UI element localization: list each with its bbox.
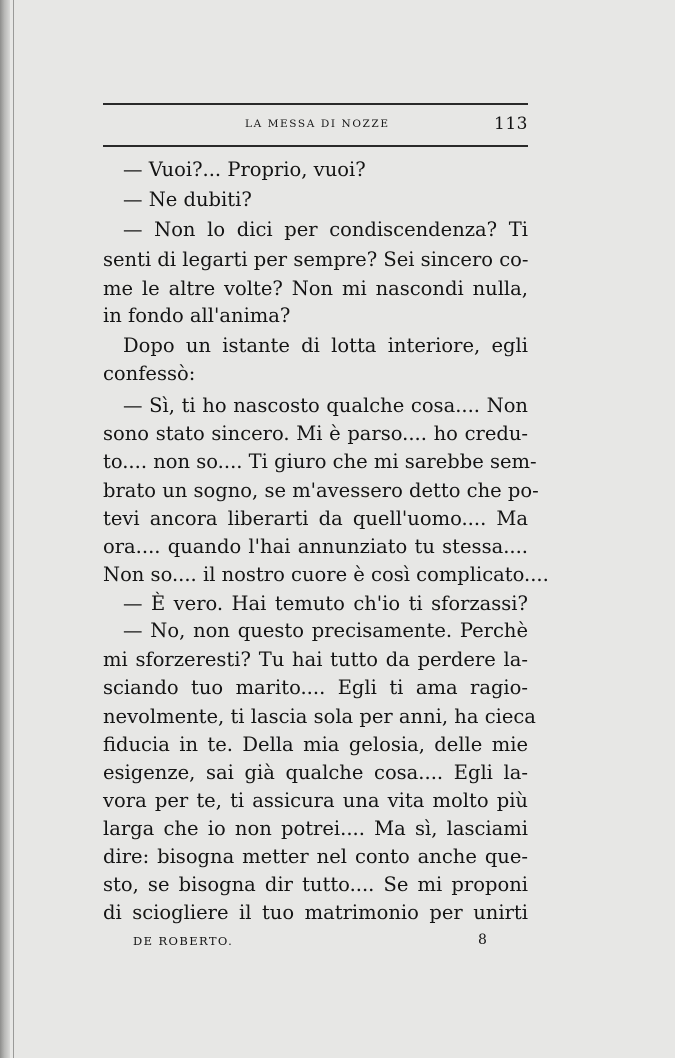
text-line: ora.... quando l'hai annunziato tu stessa.... <box>103 535 528 558</box>
text-line: tevi ancora liberarti da quell'uomo.... Ma <box>103 507 528 530</box>
text-line: larga che io non potrei.... Ma sì, lasciami <box>103 817 528 840</box>
text-line: mi sforzeresti? Tu hai tutto da perdere la- <box>103 648 528 671</box>
running-title: LA MESSA DI NOZZE <box>245 118 390 130</box>
text-line: Dopo un istante di lotta interiore, egli <box>123 334 528 357</box>
text-line: Non so.... il nostro cuore è così complicato.... <box>103 563 549 586</box>
text-line: esigenze, sai già qualche cosa.... Egli la- <box>103 761 528 784</box>
text-line: — Ne dubiti? <box>123 188 252 211</box>
text-line: — Vuoi?... Proprio, vuoi? <box>123 158 366 181</box>
text-line: — Sì, ti ho nascosto qualche cosa.... Non <box>123 394 528 417</box>
book-spine-shadow <box>0 0 10 1058</box>
page-number: 113 <box>494 114 528 134</box>
text-line: sono stato sincero. Mi è parso.... ho credu- <box>103 422 528 445</box>
header-top-rule <box>103 103 528 105</box>
text-line: nevolmente, ti lascia sola per anni, ha cieca <box>103 705 536 728</box>
text-line: me le altre volte? Non mi nascondi nulla, <box>103 277 528 300</box>
text-line: — È vero. Hai temuto ch'io ti sforzassi? <box>123 592 528 615</box>
text-line: dire: bisogna metter nel conto anche que- <box>103 845 528 868</box>
text-line: sciando tuo marito.... Egli ti ama ragio- <box>103 676 528 699</box>
spine-edge-line <box>13 0 14 1058</box>
text-line: vora per te, ti assicura una vita molto più <box>103 789 528 812</box>
text-line: brato un sogno, se m'avessero detto che po- <box>103 479 539 502</box>
text-line: sto, se bisogna dir tutto.... Se mi proponi <box>103 873 528 896</box>
text-line: — No, non questo precisamente. Perchè <box>123 619 528 642</box>
text-line: fiducia in te. Della mia gelosia, delle mie <box>103 733 528 756</box>
signature-mark: 8 <box>478 932 487 948</box>
text-line: in fondo all'anima? <box>103 304 291 327</box>
text-line: to.... non so.... Ti giuro che mi sarebbe sem- <box>103 450 537 473</box>
text-line: — Non lo dici per condiscendenza? Ti <box>123 218 528 241</box>
header-bottom-rule <box>103 145 528 147</box>
text-line: confessò: <box>103 362 196 385</box>
text-line: senti di legarti per sempre? Sei sincero co- <box>103 248 529 271</box>
footer-author: DE ROBERTO. <box>133 934 234 948</box>
text-line: di sciogliere il tuo matrimonio per unirti <box>103 901 528 924</box>
